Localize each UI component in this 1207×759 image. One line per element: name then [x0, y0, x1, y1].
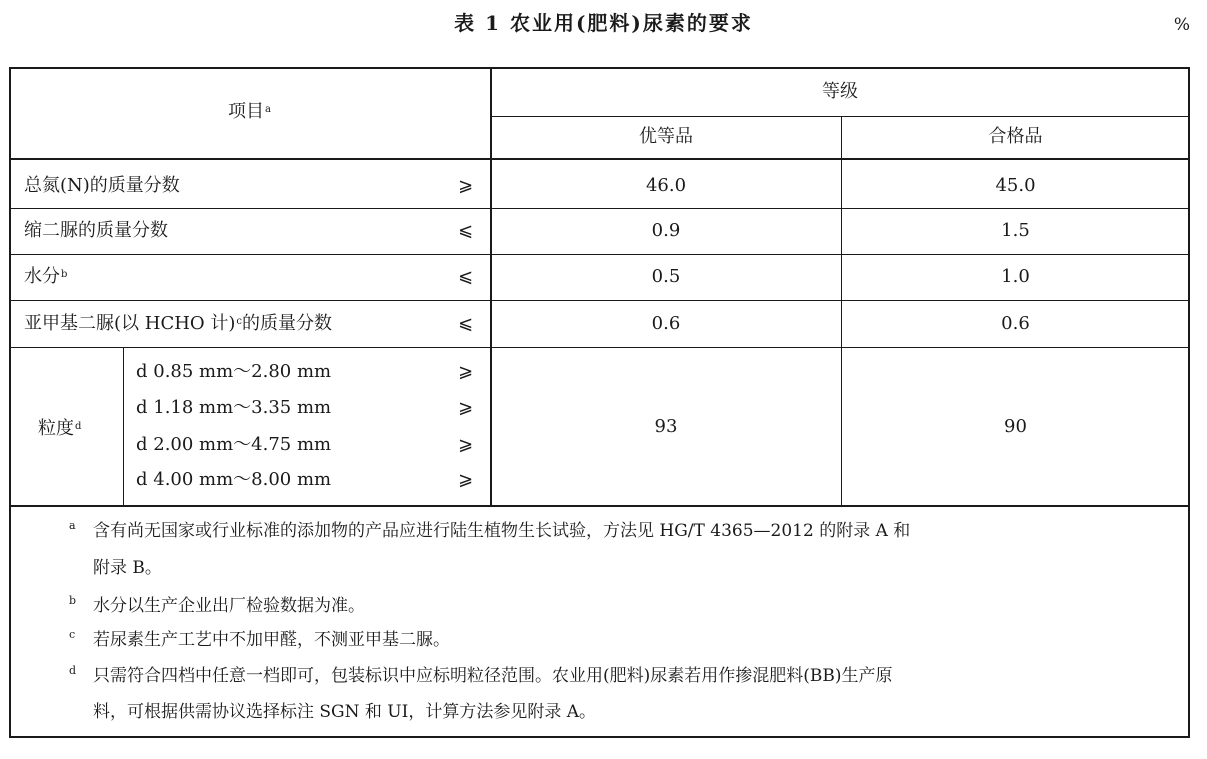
row-methylene-suffix: 的质量分数 [242, 313, 333, 334]
divider [9, 208, 1190, 209]
row-total-nitrogen-label: 总氮(N)的质量分数 [24, 175, 180, 196]
footnote-text: 只需符合四档中任意一档即可，包装标识中应标明粒径范围。农业用(肥料)尿素若用作掺混肥料(BB)生产原 [93, 666, 893, 686]
divider [9, 300, 1190, 301]
comparison-symbol: ⩾ [458, 361, 474, 382]
header-item [9, 101, 490, 123]
comparison-symbol: ⩽ [458, 313, 474, 334]
row-biuret-label: 缩二脲的质量分数 [24, 220, 168, 241]
comparison-symbol: ⩾ [458, 434, 474, 455]
comparison-symbol: ⩾ [458, 397, 474, 418]
unit-label: % [1173, 15, 1190, 35]
row-moisture-superior: 0.5 [651, 266, 681, 287]
comparison-symbol: ⩽ [458, 266, 474, 287]
row-biuret-superior: 0.9 [651, 220, 681, 241]
divider [123, 347, 124, 506]
granularity-range: d 1.18 mm～3.35 mm [136, 397, 332, 418]
footnote-mark: d [69, 664, 77, 677]
footnote-ref: b [61, 269, 68, 280]
header-qualified: 合格品 [988, 126, 1043, 147]
row-total-nitrogen-superior: 46.0 [645, 175, 687, 196]
table-title: 表 1 农业用(肥料)尿素的要求 [454, 11, 753, 35]
footnote-mark: c [69, 628, 76, 641]
row-moisture-text: 水分 [24, 266, 60, 287]
footnote-mark: a [69, 519, 76, 532]
footnote-text: 料，可根据供需协议选择标注 SGN 和 UI，计算方法参见附录 A。 [93, 702, 597, 722]
row-granularity-qualified: 90 [1004, 416, 1027, 437]
granularity-range: d 2.00 mm～4.75 mm [136, 434, 332, 455]
row-moisture-label [24, 266, 67, 288]
row-total-nitrogen-qualified: 45.0 [995, 175, 1036, 196]
footnote-text: 水分以生产企业出厂检验数据为准。 [93, 596, 365, 616]
divider [9, 505, 1190, 507]
row-granularity-label [38, 418, 81, 440]
row-biuret-qualified: 1.5 [1001, 220, 1030, 241]
comparison-symbol: ⩾ [458, 175, 474, 196]
divider [9, 347, 1190, 348]
granularity-range: d 4.00 mm～8.00 mm [136, 469, 332, 490]
footnote-ref: d [75, 421, 82, 432]
divider [9, 158, 1190, 160]
row-methylene-label [24, 313, 332, 335]
footnote-text: 含有尚无国家或行业标准的添加物的产品应进行陆生植物生长试验，方法见 HG/T 4365—2012 的附录 A 和 [93, 521, 911, 541]
row-granularity-text: 粒度 [38, 418, 74, 439]
footnote-text: 附录 B。 [93, 558, 162, 578]
divider [491, 116, 1189, 117]
header-item-label: 项目 [228, 101, 265, 122]
row-methylene-text: 亚甲基二脲(以 HCHO 计) [24, 313, 236, 334]
granularity-range: d 0.85 mm～2.80 mm [136, 361, 332, 382]
header-grade: 等级 [822, 81, 858, 102]
divider [9, 254, 1190, 255]
row-methylene-qualified: 0.6 [1001, 313, 1030, 334]
row-granularity-superior: 93 [654, 416, 678, 437]
comparison-symbol: ⩽ [458, 220, 474, 241]
footnote-text: 若尿素生产工艺中不加甲醛，不测亚甲基二脲。 [93, 630, 450, 650]
footnote-mark: b [69, 594, 77, 607]
header-superior: 优等品 [639, 126, 693, 147]
row-moisture-qualified: 1.0 [1001, 266, 1030, 287]
row-methylene-superior: 0.6 [651, 313, 681, 334]
comparison-symbol: ⩾ [458, 469, 474, 490]
footnote-ref: a [265, 104, 271, 115]
footnote-ref: c [236, 316, 243, 327]
